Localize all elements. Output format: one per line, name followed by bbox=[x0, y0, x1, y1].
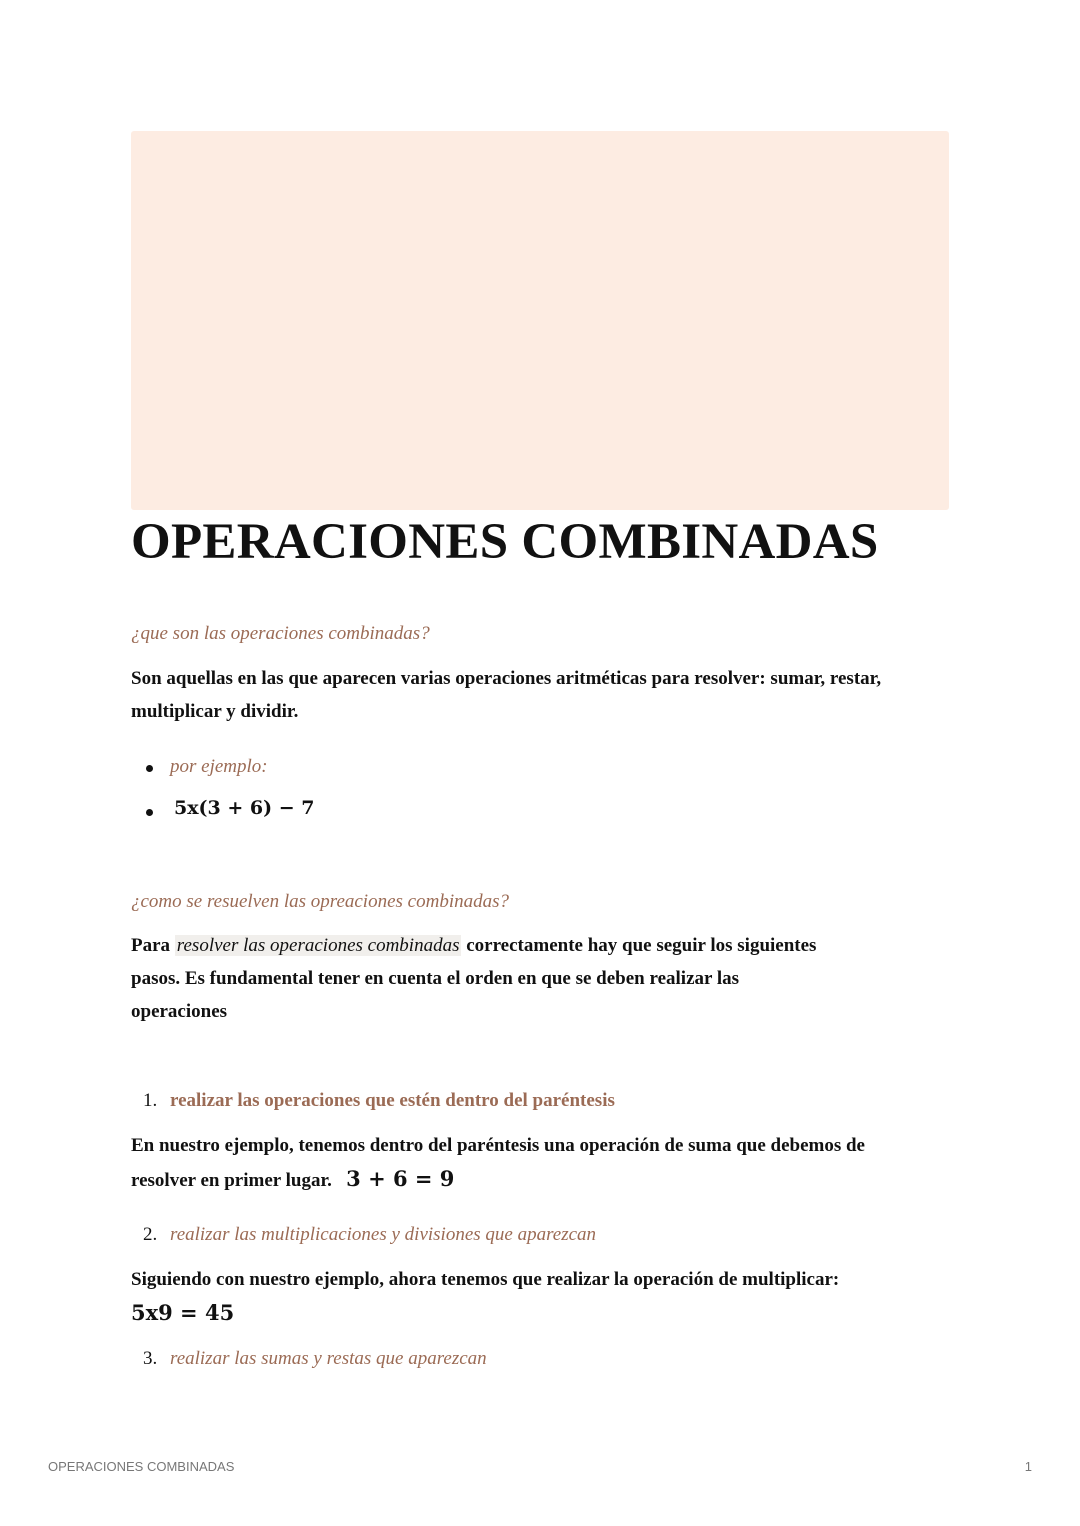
text: En nuestro ejemplo, tenemos dentro del paréntesis una operación de suma que debemos de resolver en primer lugar. bbox=[131, 1135, 865, 1191]
section-heading: ¿que son las operaciones combinadas? bbox=[131, 623, 430, 644]
math-expression: 5x(3 + 6) − 7 bbox=[174, 797, 315, 819]
bullet-icon bbox=[146, 765, 153, 772]
step-number: 1. bbox=[143, 1090, 158, 1111]
paragraph: Son aquellas en las que aparecen varias operaciones aritméticas para resolver: sumar, restar, multiplicar y dividir. bbox=[131, 668, 882, 722]
highlighted-text: resolver las operaciones combinadas bbox=[176, 935, 460, 956]
text: correctamente hay que seguir los siguientes pasos. Es fundamental tener en cuenta el orden en que se deben realizar las operaciones bbox=[131, 935, 817, 1022]
step-label: realizar las sumas y restas que aparezcan bbox=[170, 1348, 487, 1369]
step-label: realizar las operaciones que estén dentro del paréntesis bbox=[170, 1090, 615, 1111]
cover-image bbox=[131, 131, 949, 510]
step-label: realizar las multiplicaciones y divisiones que aparezcan bbox=[170, 1224, 597, 1245]
footer-title: OPERACIONES COMBINADAS bbox=[48, 1459, 235, 1474]
text: Siguiendo con nuestro ejemplo, ahora tenemos que realizar la operación de multiplicar: bbox=[131, 1269, 840, 1290]
bullet-icon bbox=[146, 809, 153, 816]
paragraph bbox=[131, 1129, 871, 1197]
step-number: 2. bbox=[143, 1224, 158, 1245]
list-item: por ejemplo: bbox=[170, 756, 268, 777]
text: Para bbox=[131, 935, 171, 956]
math-expression: 3 + 6 = 9 bbox=[346, 1166, 455, 1191]
section-heading: ¿como se resuelven las opreaciones combinadas? bbox=[131, 891, 509, 912]
page-title: OPERACIONES COMBINADAS bbox=[131, 514, 879, 570]
math-expression: 5x9 = 45 bbox=[131, 1300, 235, 1325]
paragraph bbox=[131, 1263, 951, 1331]
page-number: 1 bbox=[1024, 1459, 1032, 1474]
step-number: 3. bbox=[143, 1348, 158, 1369]
paragraph bbox=[131, 929, 831, 1028]
